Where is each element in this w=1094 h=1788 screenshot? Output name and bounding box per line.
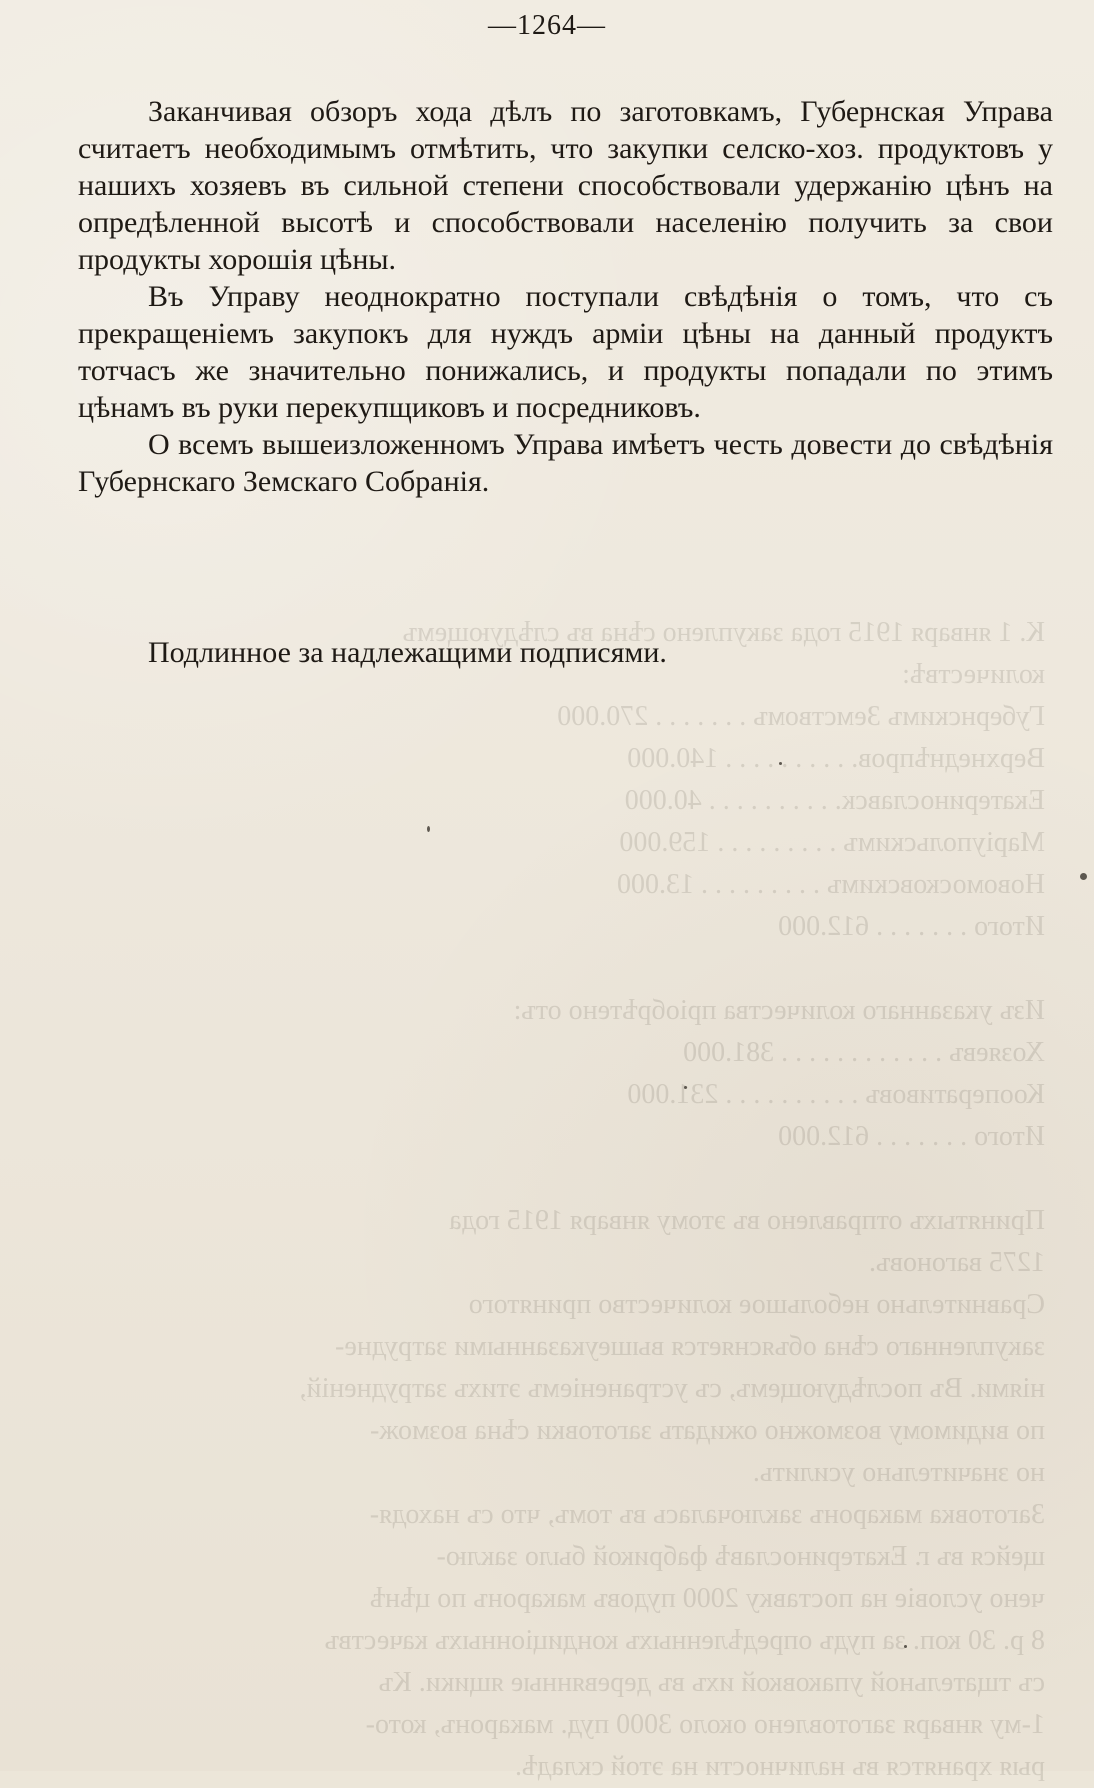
ink-speck-1	[779, 762, 782, 765]
bleed-through-text: К. 1 января 1915 года закуплено сѣна въ слѣдующемъ количествѣ: Губернскимъ Земствомъ . . . . . . . 270.000 Верхнеднѣпров. . . . . . . . . . 140.000 Екатеринославск. . . . . . . . . . 40.000 Маріупольскимъ . . . . . . . . . 159.000 Новомосковскимъ . . . . . . . . . 13.000 Итого . . . . . . . 612.000 Изъ указаннаго количества пріобрѣтено отъ: Хозяевъ . . . . . . . . . . . . 381.000 Кооперативовъ . . . . . . . . . . 231.000 Итого . . . . . . . 612.000 Принятыхъ отправлено въ этому января 1915 года 1275 вагоновъ. Сравнительно небольшое количество принятого закупленнаго сѣна объясняется вышеуказанными затрудне- ніями. Въ послѣдующемъ, съ устраненіемъ этихъ затрудненій, по видимому возможно ожидать заготовки сѣна возмож- но значительно усилить. Заготовка макаронъ заключалась въ томъ, что съ находя- щейся въ г. Екатеринославѣ фабрикой было заклю- чено условіе на поставку 2000 пудовъ макаронъ по цѣнѣ 8 р. 30 коп. за пудъ опредѣленныхъ кондиціонныхъ качествъ съ тщательной упаковкой ихъ въ деревянные ящики. Къ 1-му января заготовлено около 3000 пуд. макаронъ, кото- рыя хранятся въ наличности на этой складѣ.	[299, 617, 1045, 1782]
paragraph-3: О всемъ вышеизложенномъ Управа имѣетъ честь довести до свѣдѣнія Губернскаго Земскаго Собранія.	[78, 428, 1053, 498]
ink-speck-2	[427, 826, 430, 832]
ink-speck-5	[904, 1645, 907, 1648]
paragraph-1: Заканчивая обзоръ хода дѣлъ по заготовкамъ, Губернская Управа считаетъ необходимымъ отмѣтить, что закупки селско-хоз. продуктовъ у нашихъ хозяевъ въ сильной степени способствовали удержанію цѣнъ на опредѣленной высотѣ и способствовали населенію получить за свои продукты хорошія цѣны.	[78, 95, 1053, 276]
page-number: —1264—	[488, 10, 606, 41]
paragraph-2: Въ Управу неоднократно поступали свѣдѣнія о томъ, что съ прекращеніемъ закупокъ для нуждъ арміи цѣны на данный продуктъ тотчасъ же значительно понижались, и продукты попадали по этимъ цѣнамъ въ руки перекупщиковъ и посредниковъ.	[78, 280, 1053, 424]
signature-note: Подлинное за надлежащими подписями.	[148, 636, 667, 669]
ink-speck-4	[684, 1086, 687, 1089]
ink-speck-3	[1080, 873, 1087, 880]
body-text	[78, 93, 1053, 500]
